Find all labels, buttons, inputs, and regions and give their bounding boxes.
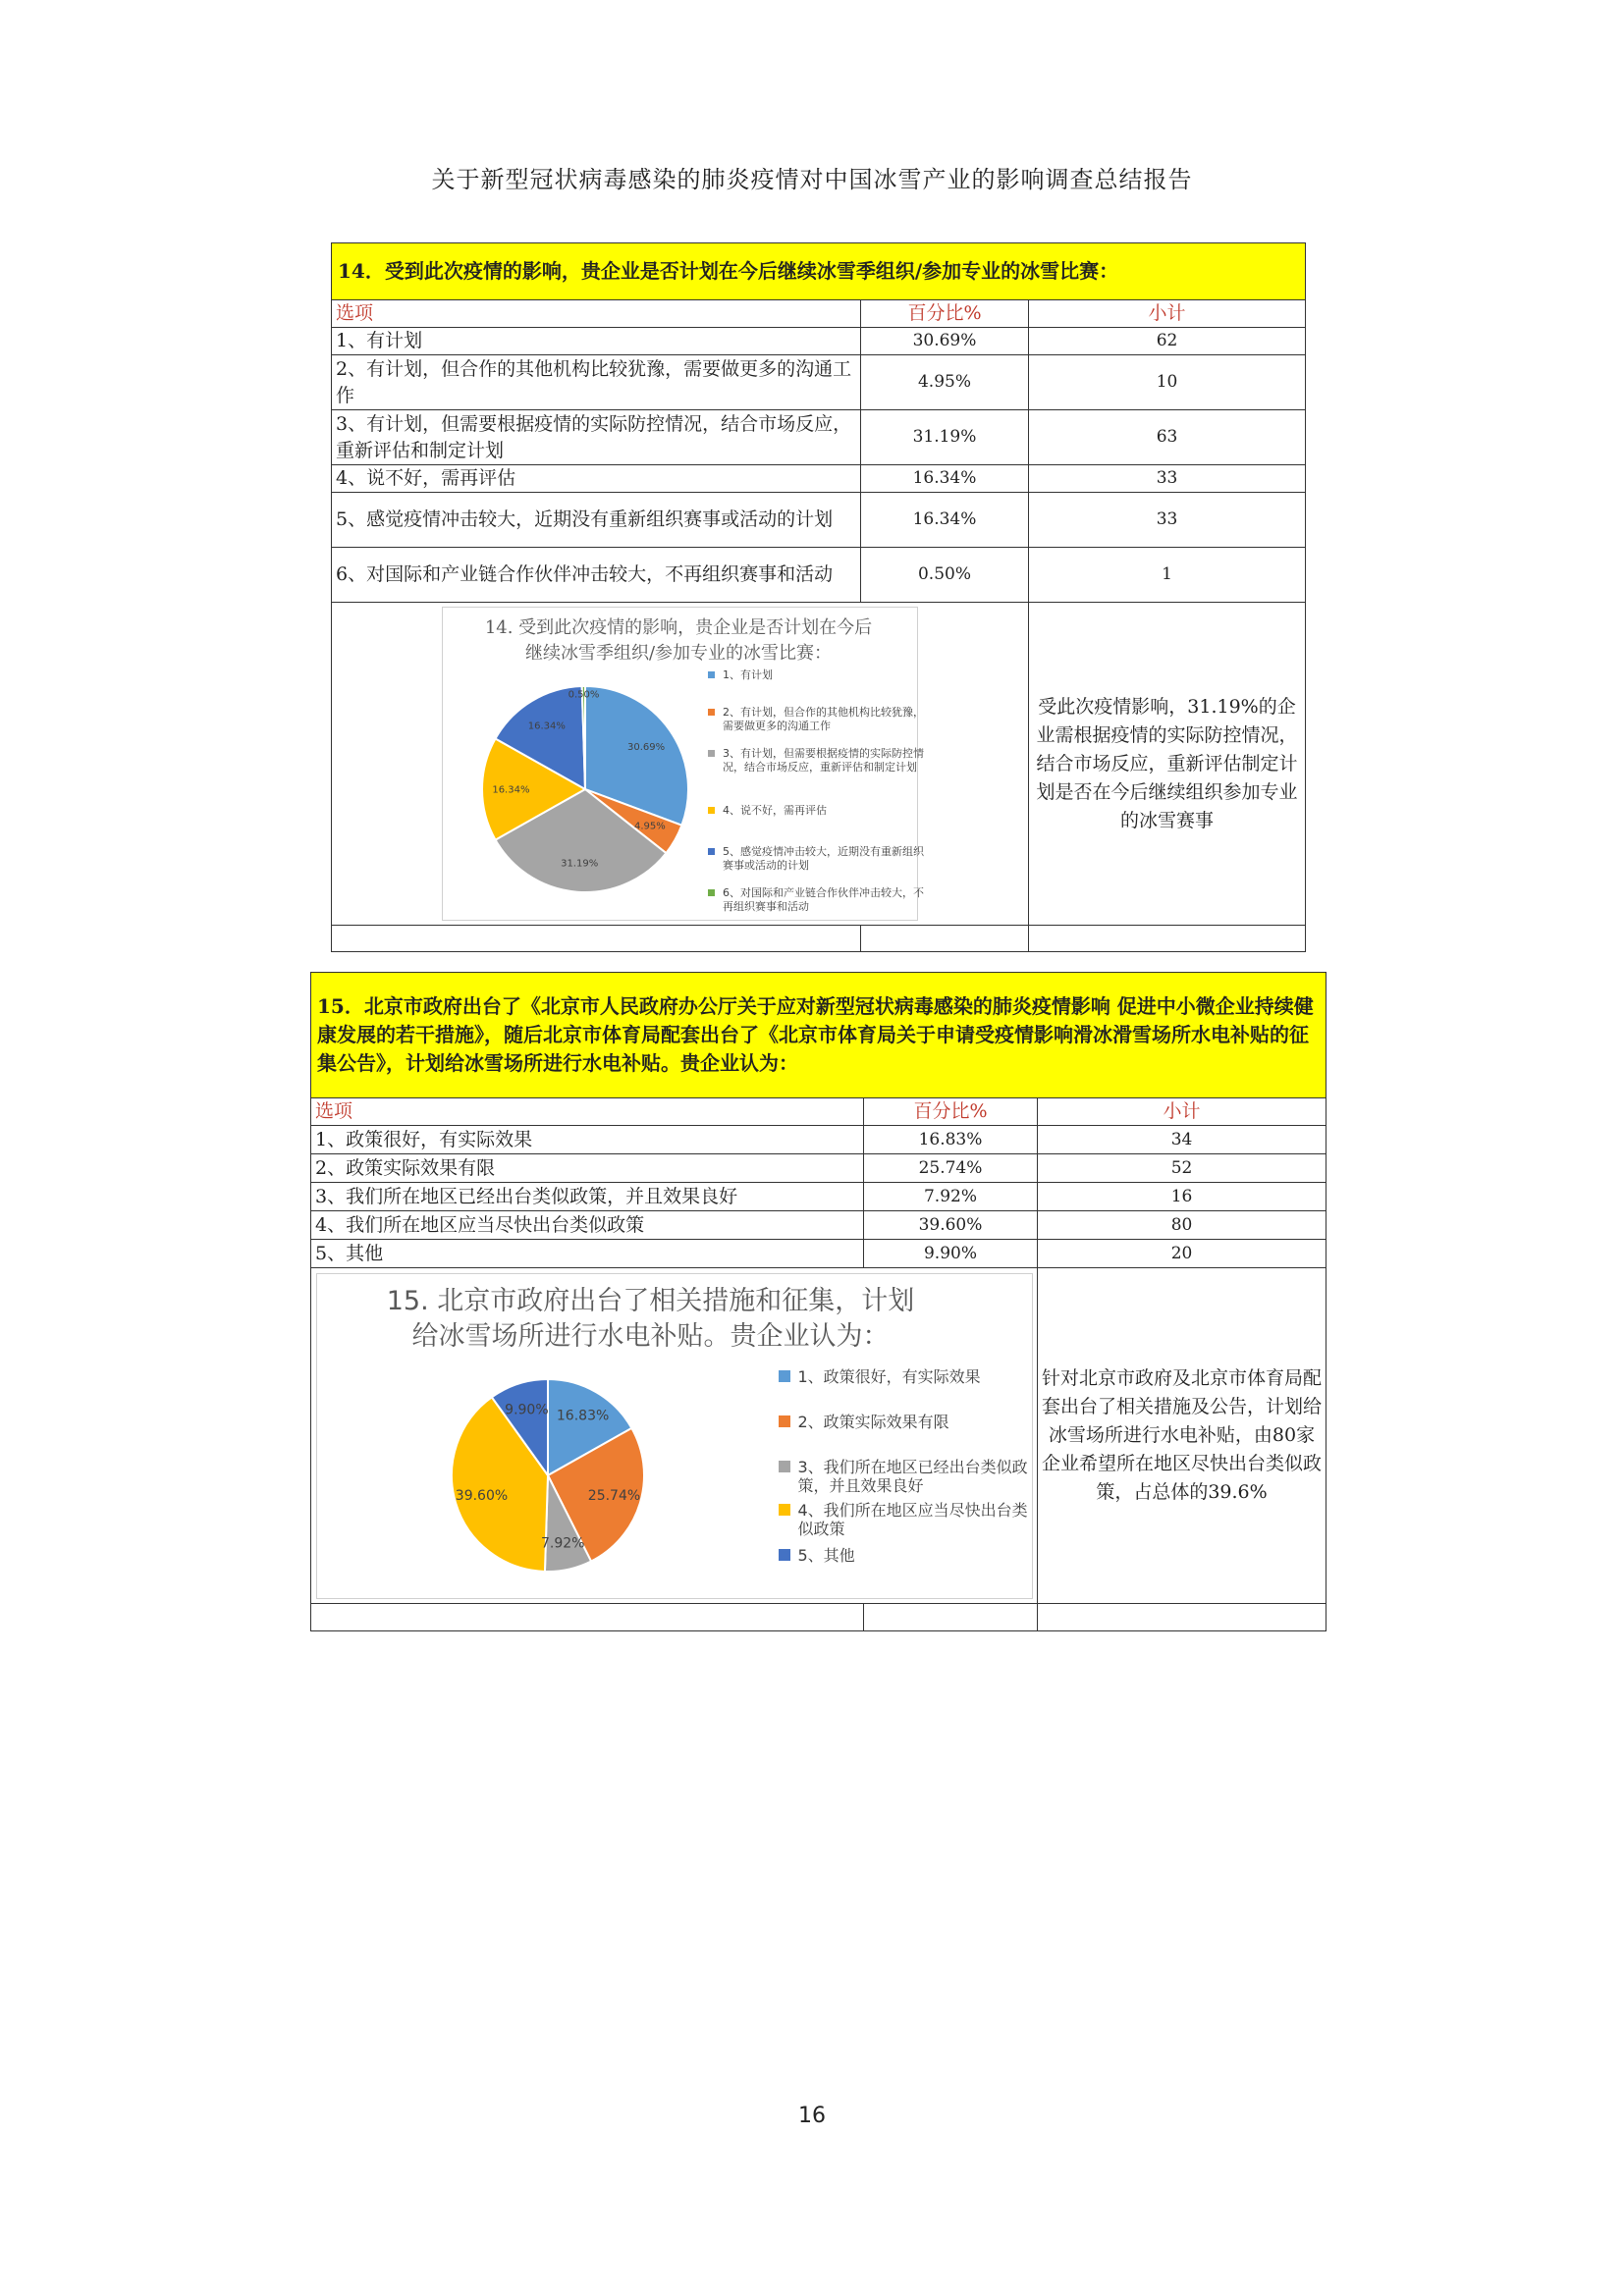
legend-entry bbox=[779, 1413, 1044, 1431]
legend-entry bbox=[708, 668, 924, 682]
table-row bbox=[332, 548, 1306, 603]
q14-percent: 16.34% bbox=[861, 465, 1029, 493]
q15-option: 1、政策很好，有实际效果 bbox=[311, 1126, 864, 1154]
q14-col-option: 选项 bbox=[332, 300, 861, 328]
q14-chart-cell bbox=[332, 603, 1029, 926]
pie-data-label: 16.83% bbox=[556, 1408, 609, 1424]
q15-title: 15．北京市政府出台了《北京市人民政府办公厅关于应对新型冠状病毒感染的肺炎疫情影响 促进中小微企业持续健康发展的若干措施》，随后北京市体育局配套出台了《北京市体育局关于申请受疫情影响滑冰滑雪场所水电补贴的征集公告》，计划给冰雪场所进行水电补贴。贵企业认为： bbox=[311, 973, 1326, 1098]
legend-swatch bbox=[708, 709, 715, 716]
table-row bbox=[311, 1154, 1326, 1183]
q15-table bbox=[310, 972, 1326, 1631]
q15-pie-chart bbox=[316, 1273, 1033, 1599]
pie-data-label: 30.69% bbox=[627, 742, 666, 754]
q14-option: 3、有计划，但需要根据疫情的实际防控情况，结合市场反应，重新评估和制定计划 bbox=[332, 410, 861, 465]
legend-label: 5、感觉疫情冲击较大，近期没有重新组织赛事或活动的计划 bbox=[723, 845, 924, 872]
empty-cell bbox=[1038, 1604, 1326, 1631]
empty-cell bbox=[1029, 926, 1306, 952]
q15-col-percent: 百分比% bbox=[864, 1098, 1038, 1126]
legend-label: 3、我们所在地区已经出台类似政策，并且效果良好 bbox=[797, 1457, 1028, 1495]
page-number: 16 bbox=[798, 2104, 826, 2128]
pie-data-label: 39.60% bbox=[455, 1487, 508, 1504]
q15-option: 3、我们所在地区已经出台类似政策，并且效果良好 bbox=[311, 1183, 864, 1211]
legend-swatch bbox=[779, 1370, 790, 1382]
legend-label: 6、对国际和产业链合作伙伴冲击较大，不再组织赛事和活动 bbox=[723, 886, 924, 913]
empty-cell bbox=[311, 1604, 864, 1631]
q15-option: 5、其他 bbox=[311, 1240, 864, 1268]
legend-entry bbox=[779, 1367, 1044, 1386]
q14-percent: 4.95% bbox=[861, 355, 1029, 410]
q14-count: 62 bbox=[1029, 328, 1306, 355]
q15-percent: 39.60% bbox=[864, 1211, 1038, 1240]
q14-count: 1 bbox=[1029, 548, 1306, 603]
q14-option: 6、对国际和产业链合作伙伴冲击较大，不再组织赛事和活动 bbox=[332, 548, 861, 603]
q14-summary-note: 受此次疫情影响，31.19%的企业需根据疫情的实际防控情况，结合市场反应，重新评估制定计划是否在今后继续组织参加专业的冰雪赛事 bbox=[1029, 603, 1306, 926]
q14-percent: 0.50% bbox=[861, 548, 1029, 603]
q14-col-percent: 百分比% bbox=[861, 300, 1029, 328]
legend-swatch bbox=[708, 671, 715, 678]
q14-option: 2、有计划，但合作的其他机构比较犹豫，需要做更多的沟通工作 bbox=[332, 355, 861, 410]
pie-data-label: 7.92% bbox=[540, 1535, 584, 1552]
empty-cell bbox=[332, 926, 861, 952]
q15-percent: 9.90% bbox=[864, 1240, 1038, 1268]
q14-col-count: 小计 bbox=[1029, 300, 1306, 328]
legend-label: 5、其他 bbox=[797, 1545, 855, 1565]
pie-data-label: 31.19% bbox=[561, 858, 599, 870]
legend-label: 4、说不好，需再评估 bbox=[723, 804, 827, 817]
table-row bbox=[311, 1126, 1326, 1154]
table-row bbox=[311, 1211, 1326, 1240]
q14-count: 10 bbox=[1029, 355, 1306, 410]
table-row bbox=[311, 1183, 1326, 1211]
q14-count: 63 bbox=[1029, 410, 1306, 465]
table-row bbox=[332, 465, 1306, 493]
q15-percent: 16.83% bbox=[864, 1126, 1038, 1154]
pie-data-label: 25.74% bbox=[587, 1487, 640, 1504]
q15-count: 16 bbox=[1038, 1183, 1326, 1211]
legend-label: 1、有计划 bbox=[723, 668, 773, 681]
legend-swatch bbox=[708, 848, 715, 855]
legend-entry bbox=[779, 1546, 1044, 1565]
pie-data-label: 0.50% bbox=[568, 689, 600, 701]
q14-percent: 16.34% bbox=[861, 493, 1029, 548]
q15-col-option: 选项 bbox=[311, 1098, 864, 1126]
table-row bbox=[311, 1240, 1326, 1268]
table-row bbox=[332, 355, 1306, 410]
table-row bbox=[332, 410, 1306, 465]
q14-percent: 31.19% bbox=[861, 410, 1029, 465]
q15-summary-note: 针对北京市政府及北京市体育局配套出台了相关措施及公告，计划给冰雪场所进行水电补贴，由80家企业希望所在地区尽快出台类似政策，占总体的39.6% bbox=[1038, 1268, 1326, 1604]
q14-option: 1、有计划 bbox=[332, 328, 861, 355]
q14-count: 33 bbox=[1029, 465, 1306, 493]
q14-percent: 30.69% bbox=[861, 328, 1029, 355]
q15-option: 2、政策实际效果有限 bbox=[311, 1154, 864, 1183]
q15-count: 20 bbox=[1038, 1240, 1326, 1268]
legend-label: 4、我们所在地区应当尽快出台类似政策 bbox=[797, 1500, 1028, 1538]
q14-option: 4、说不好，需再评估 bbox=[332, 465, 861, 493]
q14-title: 14．受到此次疫情的影响，贵企业是否计划在今后继续冰雪季组织/参加专业的冰雪比赛： bbox=[332, 243, 1306, 300]
legend-entry bbox=[708, 747, 924, 774]
q15-chart-cell bbox=[311, 1268, 1038, 1604]
legend-swatch bbox=[708, 889, 715, 896]
legend-swatch bbox=[779, 1549, 790, 1561]
q15-count: 52 bbox=[1038, 1154, 1326, 1183]
legend-swatch bbox=[708, 807, 715, 814]
legend-label: 2、政策实际效果有限 bbox=[797, 1412, 949, 1431]
legend-entry bbox=[708, 886, 924, 914]
pie-data-label: 16.34% bbox=[527, 721, 566, 732]
legend-label: 2、有计划，但合作的其他机构比较犹豫，需要做更多的沟通工作 bbox=[723, 706, 924, 732]
pie-data-label: 16.34% bbox=[492, 784, 530, 796]
empty-cell bbox=[864, 1604, 1038, 1631]
q15-count: 80 bbox=[1038, 1211, 1326, 1240]
q14-count: 33 bbox=[1029, 493, 1306, 548]
pie-data-label: 4.95% bbox=[633, 821, 666, 832]
legend-entry bbox=[779, 1458, 1044, 1495]
legend-entry bbox=[779, 1501, 1044, 1538]
legend-swatch bbox=[779, 1504, 790, 1516]
q14-option: 5、感觉疫情冲击较大，近期没有重新组织赛事或活动的计划 bbox=[332, 493, 861, 548]
chart-title: 14. 受到此次疫情的影响，贵企业是否计划在今后继续冰雪季组织/参加专业的冰雪比赛： bbox=[484, 617, 873, 664]
legend-entry bbox=[708, 845, 924, 873]
legend-swatch bbox=[779, 1461, 790, 1472]
legend-label: 3、有计划，但需要根据疫情的实际防控情况，结合市场反应，重新评估和制定计划 bbox=[723, 747, 924, 774]
q15-percent: 7.92% bbox=[864, 1183, 1038, 1211]
legend-label: 1、政策很好，有实际效果 bbox=[797, 1366, 981, 1386]
page-header: 关于新型冠状病毒感染的肺炎疫情对中国冰雪产业的影响调查总结报告 bbox=[431, 166, 1193, 193]
q14-table bbox=[331, 242, 1306, 952]
table-row bbox=[332, 493, 1306, 548]
q14-pie-chart bbox=[442, 607, 924, 921]
chart-title: 15. 北京市政府出台了相关措施和征集，计划给冰雪场所进行水电补贴。贵企业认为： bbox=[386, 1285, 915, 1352]
legend-entry bbox=[708, 804, 924, 818]
q15-count: 34 bbox=[1038, 1126, 1326, 1154]
pie-data-label: 9.90% bbox=[504, 1401, 549, 1417]
legend-swatch bbox=[708, 750, 715, 757]
empty-cell bbox=[861, 926, 1029, 952]
q15-col-count: 小计 bbox=[1038, 1098, 1326, 1126]
q15-option: 4、我们所在地区应当尽快出台类似政策 bbox=[311, 1211, 864, 1240]
legend-entry bbox=[708, 706, 924, 733]
table-row bbox=[332, 328, 1306, 355]
q15-percent: 25.74% bbox=[864, 1154, 1038, 1183]
legend-swatch bbox=[779, 1415, 790, 1427]
